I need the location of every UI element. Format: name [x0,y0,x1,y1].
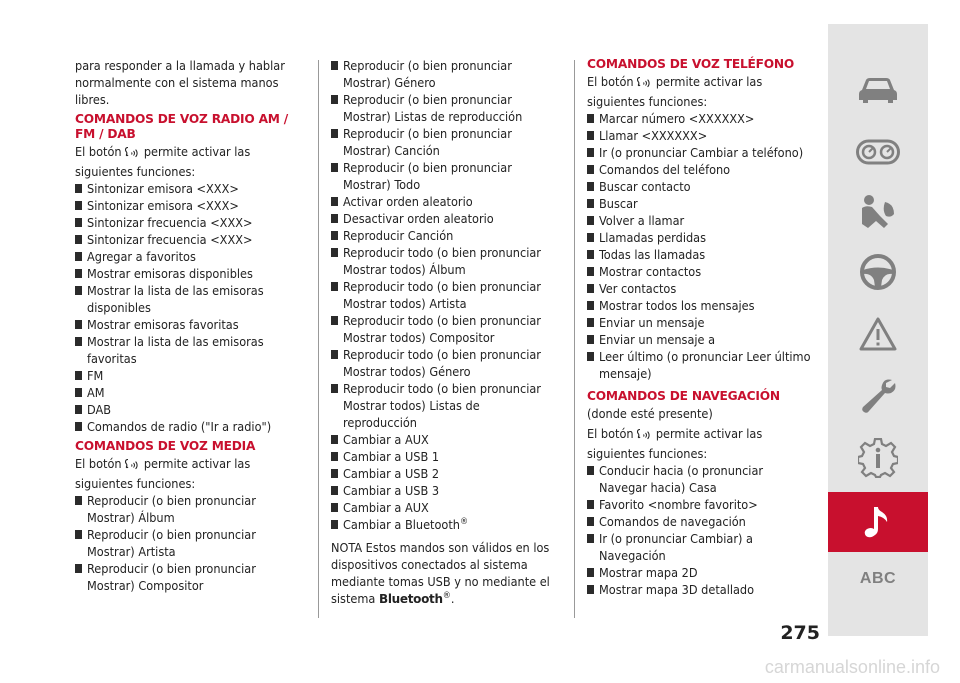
list-item: FM [75,367,301,384]
list-item: Comandos del teléfono [587,161,813,178]
list-item: Reproducir todo (o bien pronunciar Mostrar todos) Álbum [331,244,557,278]
list-item: Cambiar a USB 2 [331,465,557,482]
radio-heading: COMANDOS DE VOZ RADIO AM / FM / DAB [75,112,289,141]
page-number: 275 [780,622,820,644]
media-intro: El botón permite activar las siguientes funciones: [75,456,251,491]
list-item: Mostrar la lista de las emisoras favoritas [75,333,301,367]
list-item: Llamar <XXXXXX> [587,127,813,144]
list-item: Mostrar todos los mensajes [587,297,813,314]
list-item: Comandos de radio ("Ir a radio") [75,418,301,435]
list-item: Reproducir (o bien pronunciar Mostrar) Artista [75,526,301,560]
wrench-icon[interactable] [853,374,903,418]
dashboard-gauges-icon[interactable] [853,130,903,174]
list-item: Reproducir Canción [331,227,557,244]
phone-heading: COMANDOS DE VOZ TELÉFONO [587,57,795,71]
list-item: Cambiar a AUX [331,499,557,516]
voice-command-icon [125,146,140,163]
list-item: Buscar contacto [587,178,813,195]
list-item: Reproducir todo (o bien pronunciar Mostrar todos) Compositor [331,312,557,346]
list-item: Ver contactos [587,280,813,297]
text-column-3 [587,57,813,598]
media-command-list [75,492,301,594]
voice-command-icon [125,458,140,475]
list-item: Cambiar a USB 1 [331,448,557,465]
phone-command-list [587,110,813,382]
list-item: Todas las llamadas [587,246,813,263]
list-item: Mostrar emisoras favoritas [75,316,301,333]
list-item: Reproducir (o bien pronunciar Mostrar) Álbum [75,492,301,526]
list-item: Cambiar a AUX [331,431,557,448]
list-item: Reproducir (o bien pronunciar Mostrar) Listas de reproducción [331,91,557,125]
steering-wheel-icon[interactable] [853,250,903,294]
list-item: Sintonizar emisora <XXX> [75,197,301,214]
list-item: Agregar a favoritos [75,248,301,265]
phone-intro: El botón permite activar las siguientes funciones: [587,74,763,109]
navigation-intro: El botón permite activar las siguientes funciones: [587,426,763,461]
list-item: Marcar número <XXXXXX> [587,110,813,127]
list-item: Mostrar emisoras disponibles [75,265,301,282]
list-item: Ir (o pronunciar Cambiar) a Navegación [587,530,813,564]
warning-triangle-icon[interactable] [853,312,903,356]
seatbelt-airbag-icon[interactable] [853,190,903,234]
list-item: Reproducir todo (o bien pronunciar Mostrar todos) Género [331,346,557,380]
list-item: Mostrar mapa 2D [587,564,813,581]
note-paragraph: NOTA Estos mandos son válidos en los dispositivos conectados al sistema mediante tomas USB y no mediante el sistema Bluetooth®. [331,540,550,606]
list-item: Reproducir todo (o bien pronunciar Mostrar todos) Artista [331,278,557,312]
radio-intro: El botón permite activar las siguientes funciones: [75,144,251,179]
car-icon[interactable] [853,68,903,112]
navigation-subtitle: (donde esté presente) [587,406,713,421]
list-item: Conducir hacia (o pronunciar Navegar hacia) Casa [587,462,813,496]
list-item: Mostrar la lista de las emisoras disponibles [75,282,301,316]
list-item: Comandos de navegación [587,513,813,530]
intro-paragraph: para responder a la llamada y hablar normalmente con el sistema manos libres. [75,58,285,107]
list-item: Enviar un mensaje [587,314,813,331]
chapter-sidebar [828,24,928,636]
music-note-icon [857,502,897,546]
list-item: Sintonizar frecuencia <XXX> [75,231,301,248]
list-item: Favorito <nombre favorito> [587,496,813,513]
radio-command-list [75,180,301,435]
abc-index-tab[interactable]: ABC [859,570,897,587]
navigation-command-list [587,462,813,598]
gear-info-icon[interactable] [853,436,903,480]
list-item: Enviar un mensaje a [587,331,813,348]
list-item: Reproducir (o bien pronunciar Mostrar) Todo [331,159,557,193]
text-column-2 [331,57,557,608]
column-divider [574,60,575,618]
list-item: Sintonizar emisora <XXX> [75,180,301,197]
list-item: Reproducir todo (o bien pronunciar Mostrar todos) Listas de reproducción [331,380,557,431]
list-item: Cambiar a USB 3 [331,482,557,499]
list-item: Cambiar a Bluetooth® [331,516,557,533]
list-item: DAB [75,401,301,418]
list-item: Mostrar mapa 3D detallado [587,581,813,598]
list-item: Desactivar orden aleatorio [331,210,557,227]
voice-command-icon [637,76,652,93]
voice-command-icon [637,428,652,445]
list-item: Reproducir (o bien pronunciar Mostrar) Género [331,57,557,91]
column-divider [318,60,319,618]
media-command-list-continued [331,57,557,533]
list-item: Buscar [587,195,813,212]
media-heading: COMANDOS DE VOZ MEDIA [75,439,256,453]
watermark: carmanualsonline.info [764,657,940,677]
list-item: Ir (o pronunciar Cambiar a teléfono) [587,144,813,161]
list-item: Mostrar contactos [587,263,813,280]
list-item: Sintonizar frecuencia <XXX> [75,214,301,231]
list-item: Volver a llamar [587,212,813,229]
list-item: Leer último (o pronunciar Leer último mensaje) [587,348,813,382]
active-chapter-tab[interactable] [828,492,928,552]
list-item: Reproducir (o bien pronunciar Mostrar) Canción [331,125,557,159]
list-item: AM [75,384,301,401]
text-column-1 [75,57,301,594]
list-item: Llamadas perdidas [587,229,813,246]
list-item: Activar orden aleatorio [331,193,557,210]
list-item: Reproducir (o bien pronunciar Mostrar) Compositor [75,560,301,594]
navigation-heading: COMANDOS DE NAVEGACIÓN [587,389,780,403]
